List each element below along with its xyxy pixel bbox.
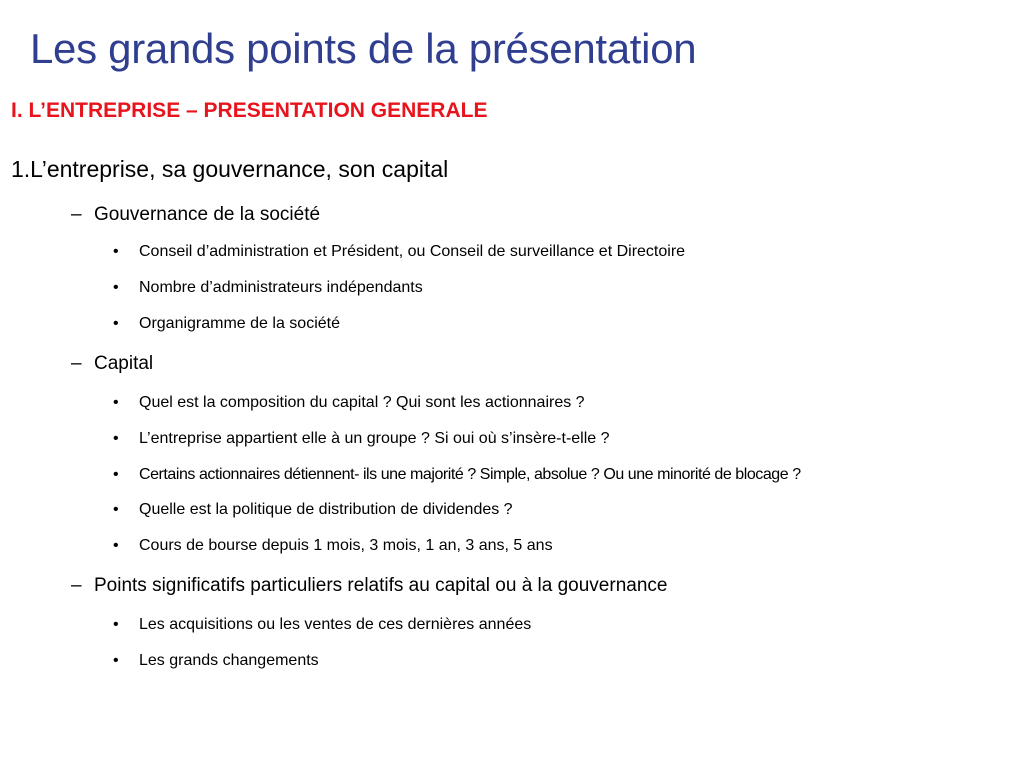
list-item-text: Organigramme de la société [139,315,340,332]
bullet-marker: • [113,315,119,332]
list-item [113,277,423,299]
subtopic-governance [71,202,320,228]
list-item-text: Nombre d’administrateurs indépendants [139,279,423,296]
subtopic-label: Capital [94,353,154,374]
list-item [113,499,513,521]
list-item-text: Quelle est la politique de distribution de dividendes ? [139,501,513,518]
list-item-text: Quel est la composition du capital ? Qui sont les actionnaires ? [139,394,585,411]
bullet-marker: • [113,243,119,260]
list-item [113,428,610,450]
list-item [113,392,585,414]
list-item-text: Certains actionnaires détiennent- ils une majorité ? Simple, absolue ? Ou une minorité de blocage ? [139,466,801,483]
list-item [113,614,531,636]
list-item [113,464,801,486]
bullet-marker: • [113,501,119,518]
list-item [113,535,553,557]
list-item-text: L’entreprise appartient elle à un groupe ? Si oui où s’insère-t-elle ? [139,430,610,447]
subtopic-capital [71,351,153,377]
dash-marker: – [71,575,82,596]
list-item [113,313,340,335]
topic-heading: 1.L’entreprise, sa gouvernance, son capital [11,156,449,182]
dash-marker: – [71,353,82,374]
list-item-text: Les acquisitions ou les ventes de ces dernières années [139,616,532,633]
list-item [113,650,319,672]
dash-marker: – [71,204,82,225]
bullet-marker: • [113,652,119,669]
bullet-marker: • [113,430,119,447]
bullet-marker: • [113,394,119,411]
list-item-text: Cours de bourse depuis 1 mois, 3 mois, 1 an, 3 ans, 5 ans [139,537,553,554]
slide-title: Les grands points de la présentation [30,25,697,72]
bullet-marker: • [113,279,119,296]
subtopic-label: Points significatifs particuliers relatifs au capital ou à la gouvernance [94,575,668,596]
list-item [113,241,685,263]
list-item-text: Conseil d’administration et Président, ou Conseil de surveillance et Directoire [139,243,686,260]
bullet-marker: • [113,466,119,483]
subtopic-label: Gouvernance de la société [94,204,321,225]
bullet-marker: • [113,616,119,633]
list-item-text: Les grands changements [139,652,319,669]
section-heading: I. L’ENTREPRISE – PRESENTATION GENERALE [11,99,488,122]
subtopic-significant-points [71,573,667,599]
bullet-marker: • [113,537,119,554]
